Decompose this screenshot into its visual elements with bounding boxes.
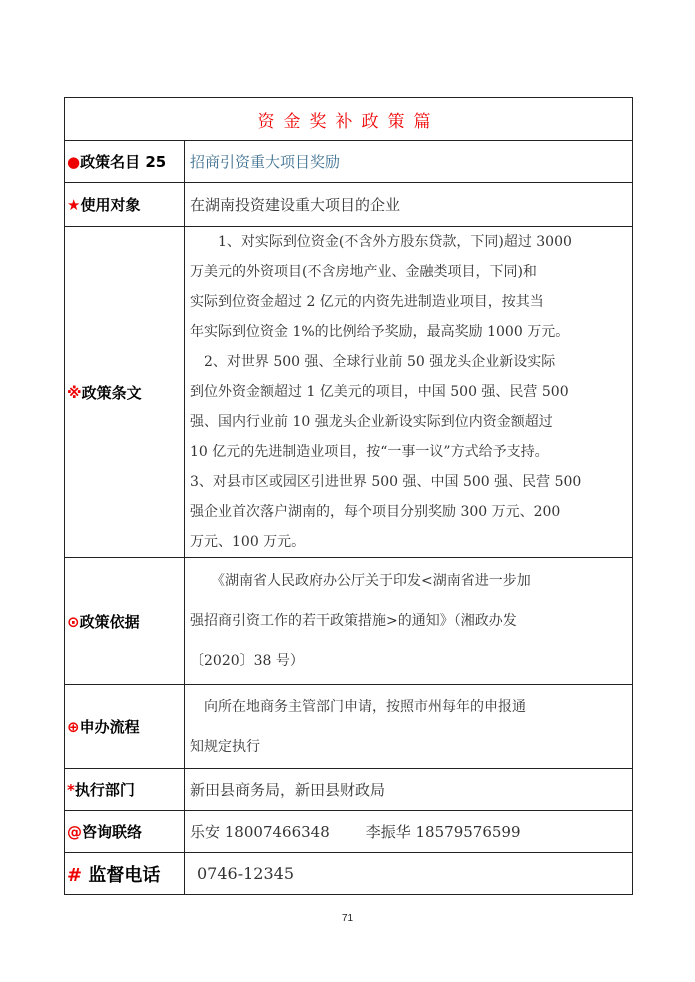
bullet-icon: ● (67, 153, 81, 171)
table-row (65, 685, 633, 769)
contact: 李振华 18579576599 (365, 823, 521, 841)
row-value: 新田县商务局，新田县财政局 (185, 769, 633, 811)
text-line: 《湖南省人民政府办公厅关于印发<湖南省进一步加 (190, 573, 531, 589)
text-line: 年实际到位资金 1%的比例给予奖励，最高奖励 1000 万元。 (190, 324, 570, 340)
text-line: 万美元的外资项目(不含房地产业、金融类项目，下同)和 (190, 264, 537, 280)
table-row (65, 141, 633, 183)
row-label: 政策条文 (81, 383, 142, 402)
at-icon: @ (67, 823, 82, 841)
row-label: 执行部门 (74, 781, 135, 799)
application-process (185, 685, 633, 769)
star-icon: ★ (67, 196, 81, 214)
text-line: 〔2020〕38 号） (190, 653, 304, 669)
row-label: 政策名目 25 (80, 153, 167, 171)
text-line: 知规定执行 (190, 738, 260, 755)
text-line: 2、对世界 500 强、全球行业前 50 强龙头企业新设实际 (190, 354, 556, 370)
hash-icon: # (67, 864, 83, 886)
table-row (65, 769, 633, 811)
row-value: 在湖南投资建设重大项目的企业 (185, 183, 633, 227)
reference-mark-icon: ※ (67, 383, 82, 402)
circle-dot-icon: ⊙ (67, 612, 80, 631)
row-label: 申办流程 (79, 718, 140, 736)
page-number: 71 (341, 913, 354, 924)
table-row (65, 227, 633, 558)
text-line: 强企业首次落户湖南的，每个项目分别奖励 300 万元、200 (190, 504, 561, 520)
asterisk-icon: * (67, 781, 75, 799)
policy-basis (185, 558, 633, 685)
text-line: 强、国内行业前 10 强龙头企业新设实际到位内资金额超过 (190, 414, 553, 430)
text-line: 万元、100 万元。 (190, 534, 306, 550)
text-line: 实际到位资金超过 2 亿元的内资先进制造业项目，按其当 (190, 294, 544, 310)
policy-name: 招商引资重大项目奖励 (185, 141, 633, 183)
row-label: 政策依据 (79, 612, 140, 631)
row-label: 监督电话 (82, 864, 161, 886)
table-row (65, 183, 633, 227)
table-row (65, 811, 633, 853)
row-label: 咨询联络 (82, 823, 143, 841)
policy-text (185, 227, 633, 558)
table-row (65, 558, 633, 685)
text-line: 1、对实际到位资金(不含外方股东贷款，下同)超过 3000 (190, 234, 572, 250)
table-row (65, 853, 633, 895)
text-line: 向所在地商务主管部门申请，按照市州每年的申报通 (190, 698, 526, 715)
text-line: 10 亿元的先进制造业项目，按“一事一议”方式给予支持。 (190, 444, 549, 460)
contacts (185, 811, 633, 853)
circle-plus-icon: ⊕ (67, 718, 80, 736)
text-line: 3、对县市区或园区引进世界 500 强、中国 500 强、民营 500 (190, 474, 582, 490)
text-line: 强招商引资工作的若干政策措施>的通知》（湘政办发 (190, 613, 517, 629)
contact: 乐安 18007466348 (190, 823, 330, 841)
hotline: 0746-12345 (185, 853, 633, 895)
section-title: 资金奖补政策篇 (65, 98, 633, 141)
row-label: 使用对象 (80, 196, 141, 214)
policy-table (64, 97, 633, 895)
text-line: 到位外资金额超过 1 亿美元的项目，中国 500 强、民营 500 (190, 384, 569, 400)
